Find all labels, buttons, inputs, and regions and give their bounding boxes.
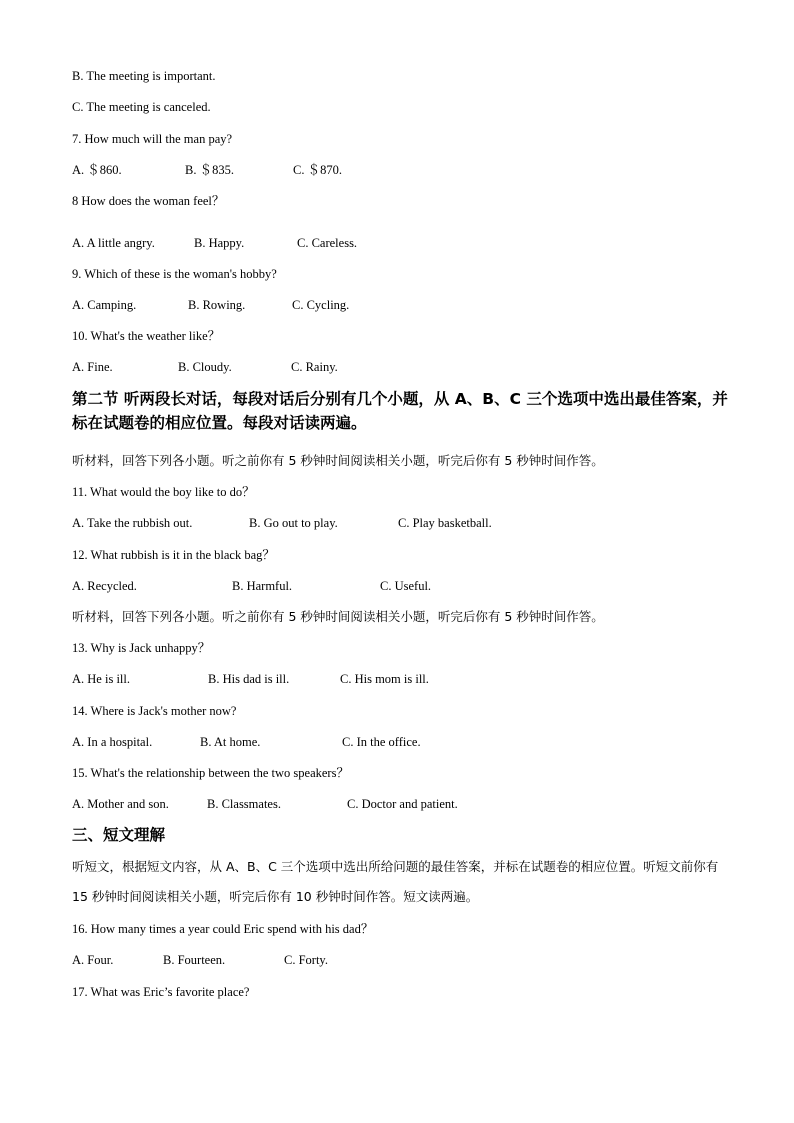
- question-16-options: [72, 952, 722, 968]
- question-16: 16. How many times a year could Eric spend with his dad？: [72, 922, 374, 936]
- option-a: A. Take the rubbish out.: [72, 516, 193, 530]
- q6-option-b: B. The meeting is important.: [72, 69, 216, 83]
- question-10-options: [72, 359, 722, 375]
- section-3-heading: 三、短文理解: [72, 826, 166, 844]
- option-c: C. Useful.: [380, 579, 432, 593]
- option-b: B. Rowing.: [188, 298, 246, 312]
- option-c: C. Forty.: [284, 953, 328, 967]
- option-b: B. Classmates.: [207, 797, 281, 811]
- question-10: 10. What's the weather like？: [72, 329, 221, 343]
- option-a: A. Recycled.: [72, 579, 137, 593]
- option-a: A. ＄860.: [72, 163, 122, 177]
- question-9: 9. Which of these is the woman's hobby?: [72, 267, 277, 281]
- question-15: 15. What's the relationship between the two speakers？: [72, 766, 349, 780]
- option-a: A. Mother and son.: [72, 797, 169, 811]
- question-17: 17. What was Eric’s favorite place?: [72, 985, 250, 999]
- option-b: B. Fourteen.: [163, 953, 226, 967]
- option-b: B. Go out to play.: [249, 516, 338, 530]
- question-15-options: [72, 796, 722, 812]
- option-c: C. His mom is ill.: [340, 672, 429, 686]
- option-b: B. His dad is ill.: [208, 672, 290, 686]
- question-8: 8 How does the woman feel？: [72, 194, 225, 208]
- option-b: B. Cloudy.: [178, 360, 232, 374]
- option-a: A. Fine.: [72, 360, 113, 374]
- listening-instruction: 听材料，回答下列各小题。听之前你有 5 秒钟时间阅读相关小题，听完后你有 5 秒钟时间作答。: [72, 609, 604, 624]
- section-3-instruction: 听短文，根据短文内容，从 A、B、C 三个选项中选出所给问题的最佳答案，并标在试题卷的相应位置。听短文前你有 15 秒钟时间阅读相关小题，听完后你有 10 秒钟时间作答。短文读两遍。: [72, 859, 719, 904]
- option-a: A. Camping.: [72, 298, 137, 312]
- option-c: C. Rainy.: [291, 360, 338, 374]
- listening-instruction: 听材料，回答下列各小题。听之前你有 5 秒钟时间阅读相关小题，听完后你有 5 秒钟时间作答。: [72, 453, 604, 468]
- option-b: B. At home.: [200, 735, 261, 749]
- question-13-options: [72, 671, 722, 687]
- option-b: B. Harmful.: [232, 579, 293, 593]
- option-a: A. Four.: [72, 953, 114, 967]
- question-12-options: [72, 578, 722, 594]
- option-c: C. Play basketball.: [398, 516, 492, 530]
- option-c: C. ＄870.: [293, 163, 342, 177]
- question-12: 12. What rubbish is it in the black bag？: [72, 548, 275, 562]
- question-11: 11. What would the boy like to do？: [72, 485, 255, 499]
- question-13: 13. Why is Jack unhappy？: [72, 641, 211, 655]
- q6-option-c: C. The meeting is canceled.: [72, 100, 211, 114]
- option-b: B. Happy.: [194, 236, 245, 250]
- question-7-options: [72, 162, 722, 178]
- section-2-heading: 第二节 听两段长对话，每段对话后分别有几个小题，从 A、B、C 三个选项中选出最佳答案，并标在试题卷的相应位置。每段对话读两遍。: [72, 390, 728, 432]
- question-7: 7. How much will the man pay?: [72, 132, 233, 146]
- question-9-options: [72, 297, 722, 313]
- question-8-options: [72, 235, 722, 251]
- option-a: A. He is ill.: [72, 672, 130, 686]
- option-c: C. Cycling.: [292, 298, 350, 312]
- question-14: 14. Where is Jack's mother now?: [72, 704, 237, 718]
- option-c: C. Careless.: [297, 236, 358, 250]
- option-c: C. Doctor and patient.: [347, 797, 458, 811]
- option-a: A. A little angry.: [72, 236, 155, 250]
- question-11-options: [72, 515, 722, 531]
- question-14-options: [72, 734, 722, 750]
- option-b: B. ＄835.: [185, 163, 234, 177]
- option-a: A. In a hospital.: [72, 735, 153, 749]
- option-c: C. In the office.: [342, 735, 421, 749]
